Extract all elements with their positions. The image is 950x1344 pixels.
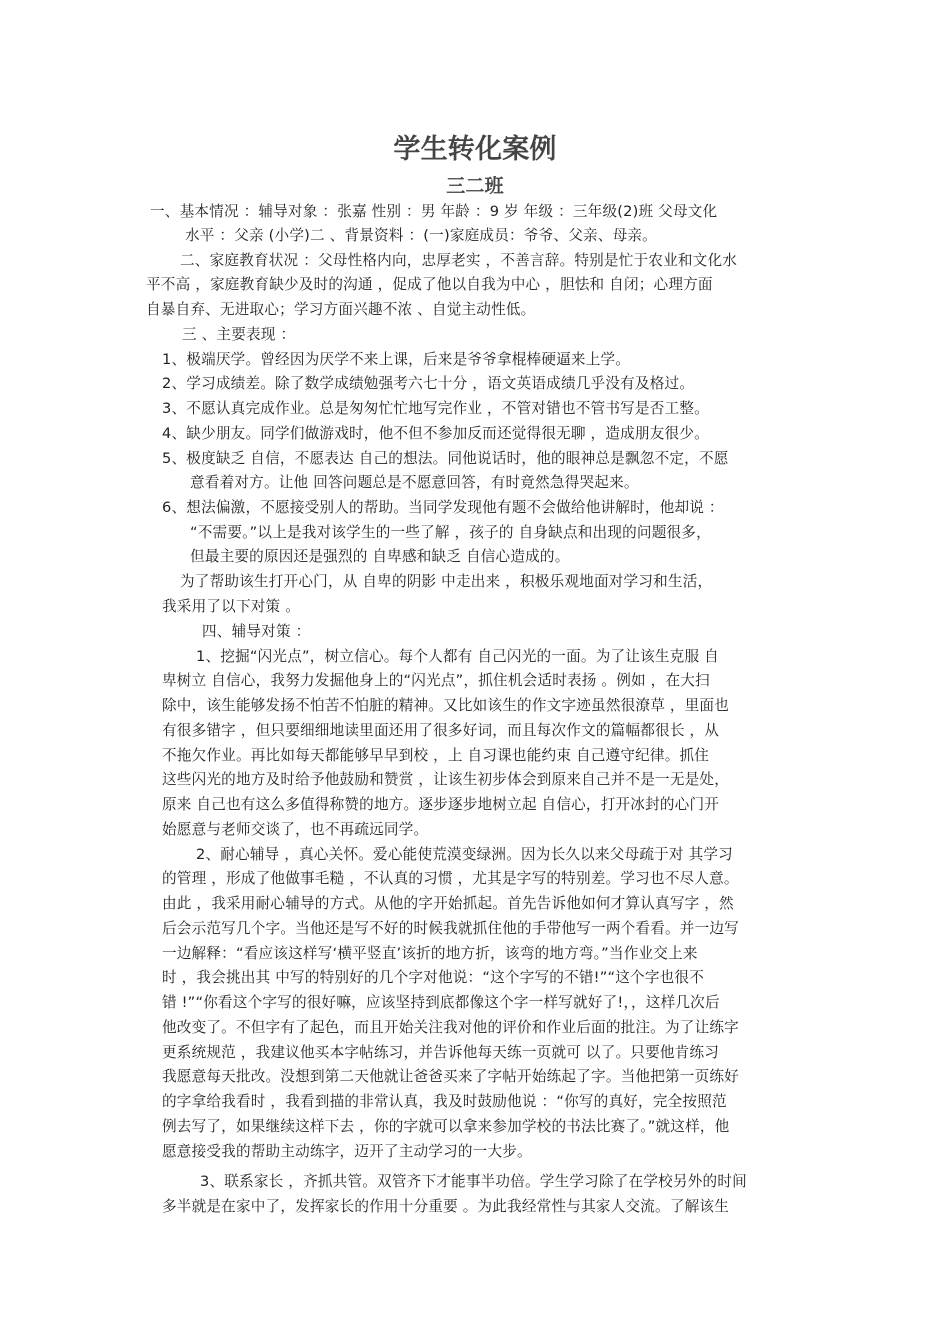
text-line: 意看着对方。让他 回答问题总是不愿意回答，有时竟然急得哭起来。 <box>190 474 639 491</box>
text-line: 更系统规范 ，我建议他买本字帖练习，并告诉他每天练一页就可 以了。只要他肯练习 <box>162 1044 720 1061</box>
text-line: 后会示范写几个字。当他还是写不好的时候我就抓住他的手带他写一两个看看。并一边写 <box>162 920 739 937</box>
list-item: 5、极度缺乏 自信，不愿表达 自己的想法。同他说话时，他的眼神总是飘忽不定，不愿 <box>162 450 729 467</box>
text-line: 错 !”“你看这个字写的很好嘛，应该坚持到底都像这个字一样写就好了!，，这样几次后 <box>162 994 720 1011</box>
text-line: 为了帮助该生打开心门，从 自卑的阴影 中走出来 ，积极乐观地面对学习和生活， <box>180 573 713 590</box>
text-line: 原来 自己也有这么多值得称赞的地方。逐步逐步地树立起 自信心，打开冰封的心门开 <box>162 796 720 813</box>
text-line: 这些闪光的地方及时给予他鼓励和赞赏 ，让该生初步体会到原来自己并不是一无是处， <box>162 771 730 788</box>
text-line: 他改变了。不但字有了起色，而且开始关注我对他的评价和作业后面的批注。为了让练字 <box>162 1019 739 1036</box>
document-subtitle: 三二班 <box>446 175 504 197</box>
text-line: 的字拿给我看时 ，我看到描的非常认真，我及时鼓励他说 ：“你写的真好，完全按照范 <box>162 1093 727 1110</box>
text-line: 愿意接受我的帮助主动练字，迈开了主动学习的一大步。 <box>162 1143 532 1160</box>
text-line: 不拖欠作业。再比如每天都能够早早到校 ，上 自习课也能约束 自己遵守纪律。抓住 <box>162 747 710 764</box>
text-line: 三 、主要表现 ： <box>182 326 296 343</box>
text-line: 有很多错字 ，但只要细细地读里面还用了很多好词，而且每次作文的篇幅都很长 ，从 <box>162 722 720 739</box>
text-line: 我采用了以下对策 。 <box>162 598 300 615</box>
text-line: 3、联系家长 ，齐抓共管。双管齐下才能事半功倍。学生学习除了在学校另外的时间 <box>200 1173 747 1190</box>
text-line: 平不高 ，家庭教育缺少及时的沟通 ，促成了他以自我为中心 ，胆怯和 自闭；心理方面 <box>146 276 713 293</box>
list-item: 3、不愿认真完成作业。总是匆匆忙忙地写完作业 ，不管对错也不管书写是否工整。 <box>162 400 709 417</box>
text-line: 除中，该生能够发扬不怕苦不怕脏的精神。又比如该生的作文字迹虽然很潦草 ，里面也 <box>162 697 730 714</box>
list-item: 2、学习成绩差。除了数学成绩勉强考六七十分 ，语文英语成绩几乎没有及格过。 <box>162 375 695 392</box>
text-line: 时 ，我会挑出其 中写的特别好的几个字对他说：“这个字写的不错!”“这个字也很不 <box>162 969 705 986</box>
text-line: 我愿意每天批改。没想到第二天他就让爸爸买来了字帖开始练起了字。当他把第一页练好 <box>162 1068 739 1085</box>
document-title: 学生转化案例 <box>393 134 557 165</box>
text-line: 1、挖掘“闪光点”，树立信心。每个人都有 自己闪光的一面。为了让该生克服 自 <box>196 648 719 665</box>
text-line: 水平 ：父亲 (小学)二 、背景资料 ：(一)家庭成员：爷爷、父亲、母亲。 <box>185 227 657 244</box>
text-line: 但最主要的原因还是强烈的 自卑感和缺乏 自信心造成的。 <box>190 548 570 565</box>
list-item: 4、缺少朋友。同学们做游戏时，他不但不参加反而还觉得很无聊 ，造成朋友很少。 <box>162 425 709 442</box>
list-item: 1、极端厌学。曾经因为厌学不来上课，后来是爷爷拿棍棒硬逼来上学。 <box>162 351 631 368</box>
text-line: 多半就是在家中了，发挥家长的作用十分重要 。为此我经常性与其家人交流。了解该生 <box>162 1198 730 1215</box>
text-line: 由此 ，我采用耐心辅导的方式。从他的字开始抓起。首先告诉他如何才算认真写字 ，然 <box>162 895 734 912</box>
text-line: 始愿意与老师交谈了，也不再疏远同学。 <box>162 821 429 838</box>
text-line: 二、家庭教育状况 ：父母性格内向，忠厚老实 ，不善言辞。特别是忙于农业和文化水 <box>180 252 738 269</box>
text-line: 的管理 ，形成了他做事毛糙 ，不认真的习惯 ，尤其是字写的特别差。学习也不尽人意。 <box>162 870 739 887</box>
text-line: 例去写了，如果继续这样下去 ，你的字就可以拿来参加学校的书法比赛了。”就这样，他 <box>162 1118 730 1135</box>
text-line: 自暴自弃、无进取心；学习方面兴趣不浓 、自觉主动性低。 <box>146 301 536 318</box>
text-line: 一边解释：“看应该这样写‘横平竖直’该折的地方折，该弯的地方弯。”当作业交上来 <box>162 945 698 962</box>
text-line: 2、耐心辅导 ，真心关怀。爱心能使荒漠变绿洲。因为长久以来父母疏于对 其学习 <box>196 846 733 863</box>
text-line: 四、辅导对策 ： <box>202 623 311 640</box>
list-item: 6、想法偏激，不愿接受别人的帮助。当同学发现他有题不会做给他讲解时，他却说 ： <box>162 499 724 516</box>
text-line: “不需要。”以上是我对该学生的一些了解 ，孩子的 自身缺点和出现的问题很多， <box>190 524 711 541</box>
text-line: 卑树立 自信心，我努力发掘他身上的“闪光点”，抓住机会适时表扬 。例如 ，在大扫 <box>162 672 710 689</box>
text-line: 一、基本情况 ：辅导对象 ：张嘉 性别 ：男 年龄 ：9 岁 年级 ：三年级(2)班 父母文化 <box>150 203 718 220</box>
